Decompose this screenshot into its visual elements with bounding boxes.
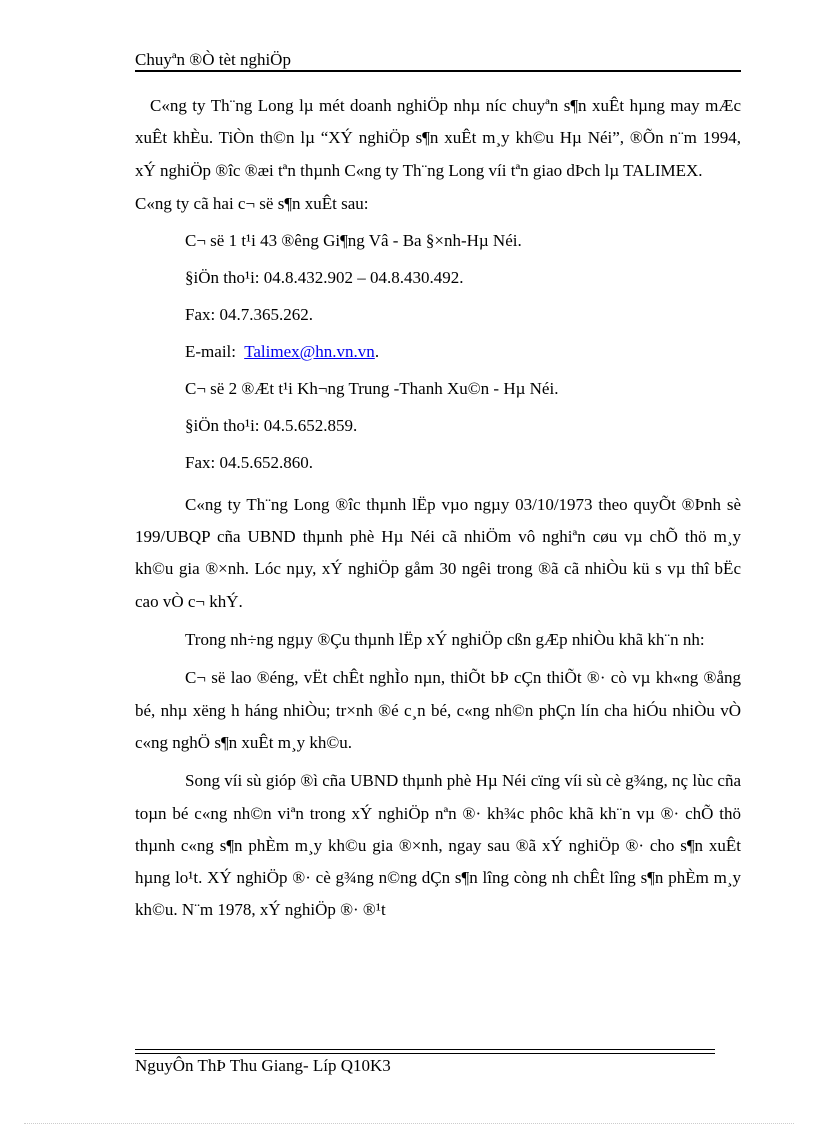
document-body (135, 90, 741, 933)
paragraph-company-intro: C«ng ty Th¨ng Long lµ mét doanh nghiÖp nhµ níc chuyªn s¶n xuÊt hµng may mÆc xuÊt khÈu. TiÒn th©n lµ “XÝ nghiÖp s¶n xuÊt m¸y kh©u Hµ Néi”, ®Õn n¨m 1994, xÝ nghiÖp ®îc ®æi tªn thµnh C«ng ty Th¨ng Long víi tªn giao dÞch lµ TALIMEX. (135, 96, 741, 180)
email-label: E-mail: (185, 341, 236, 361)
paragraph-progress: Song víi sù gióp ®ì cña UBND thµnh phè Hµ Néi cïng víi sù cè g¾ng, nç lùc cña toµn bé c«ng nh©n viªn trong xÝ nghiÖp nªn ®· kh¾c phôc khã kh¨n vµ ®· chÕ thö thµnh c«ng s¶n phÈm m¸y kh©u gia ®×nh, ngay sau ®ã xÝ nghiÖp ®· cho s¶n xuÊt hµng lo¹t. XÝ nghiÖp ®· cè g¾ng n©ng dÇn s¶n lîng còng nh chÊt lîng s¶n phÈm m¸y kh©u. N¨m 1978, xÝ nghiÖp ®· ®¹t (135, 771, 741, 920)
site1-phone: §iÖn tho¹i: 04.8.432.902 – 04.8.430.492. (185, 267, 464, 287)
email-link[interactable]: Talimex@hn.vn.vn (244, 341, 375, 361)
page-header-title: Chuyªn ®Ò tèt nghiÖp (135, 50, 291, 69)
footer-divider-top (135, 1049, 715, 1050)
site2-phone: §iÖn tho¹i: 04.5.652.859. (185, 415, 358, 435)
site2-address: C¬ së 2 ®Æt t¹i Kh¬ng Trung -Thanh Xu©n - Hµ Néi. (185, 378, 559, 398)
paragraph-facilities-intro: C«ng ty cã hai c¬ së s¶n xuÊt sau: (135, 193, 369, 213)
site2-fax: Fax: 04.5.652.860. (185, 452, 313, 472)
site1-fax: Fax: 04.7.365.262. (185, 304, 313, 324)
paragraph-founding: C«ng ty Th¨ng Long ®îc thµnh lËp vµo ngµy 03/10/1973 theo quyÕt ®Þnh sè 199/UBQP cña UBND thµnh phè Hµ Néi cã nhiÖm vô nghiªn cøu vµ chÕ thö m¸y kh©u gia ®×nh. Lóc nµy, xÝ nghiÖp gåm 30 ngêi trong ®ã cã nhiÒu kü s vµ thî bËc cao vÒ c¬ khÝ. (135, 494, 741, 611)
site1-address: C¬ së 1 t¹i 43 ®êng Gi¶ng Vâ - Ba §×nh-Hµ Néi. (185, 230, 522, 250)
paragraph-conditions: C¬ së lao ®éng, vËt chÊt nghÌo nµn, thiÕt bÞ cÇn thiÕt ®· cò vµ kh«ng ®ång bé, nhµ xëng h háng nhiÒu; tr×nh ®é c¸n bé, c«ng nh©n phÇn lín cha hiÓu nhiÒu vÒ c«ng nghÖ s¶n xuÊt m¸y kh©u. (135, 668, 741, 752)
site1-email-line (135, 341, 741, 363)
footer-divider-bottom (135, 1053, 715, 1054)
header-divider (135, 70, 741, 72)
page-footer-author: NguyÔn ThÞ Thu Giang- Líp Q10K3 (135, 1056, 391, 1075)
email-suffix: . (374, 341, 380, 361)
paragraph-early-difficulties: Trong nh÷ng ngµy ®Çu thµnh lËp xÝ nghiÖp cßn gÆp nhiÒu khã kh¨n nh: (185, 630, 705, 650)
